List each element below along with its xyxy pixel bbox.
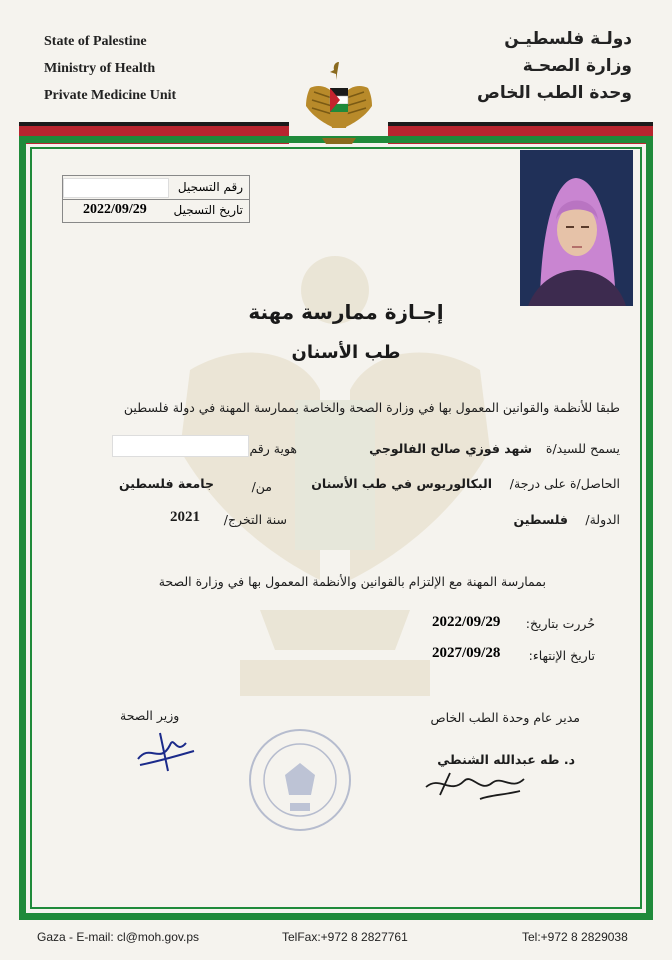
registration-date-value: 2022/09/29 xyxy=(83,202,147,217)
header-ar-line-2: وزارة الصحـة xyxy=(522,56,632,76)
commitment-text: بممارسة المهنة مع الإلتزام بالقوانين والأنظمة المعمول بها في وزارة الصحة xyxy=(158,574,546,589)
degree-label: الحاصل/ة على درجة/ xyxy=(509,476,620,491)
issued-label: حُررت بتاريخ: xyxy=(525,616,595,631)
id-label: هوية رقم xyxy=(249,441,297,456)
header-arabic xyxy=(477,26,632,107)
header-en-line-1: State of Palestine xyxy=(44,34,147,49)
registration-date-label: تاريخ التسجيل xyxy=(173,203,243,217)
country-label: الدولة/ xyxy=(585,512,620,527)
director-signature-icon xyxy=(420,765,530,805)
redacted-id-number xyxy=(112,435,249,457)
footer-tel: Tel:+972 8 2829038 xyxy=(522,930,628,944)
expiry-label: تاريخ الإنتهاء: xyxy=(528,648,595,663)
applicant-photo xyxy=(520,150,633,306)
registration-date-row xyxy=(63,199,249,222)
official-stamp-icon xyxy=(245,725,355,835)
director-title: مدير عام وحدة الطب الخاص xyxy=(430,710,580,725)
header-english xyxy=(44,28,176,109)
issued-date: 2022/09/29 xyxy=(432,614,501,630)
footer-telfax: TelFax:+972 8 2827761 xyxy=(282,930,408,944)
header-en-line-2: Ministry of Health xyxy=(44,61,156,76)
palestine-eagle-icon xyxy=(300,58,378,156)
expiry-date: 2027/09/28 xyxy=(432,645,501,661)
minister-signature-icon xyxy=(130,725,200,775)
from-label: من/ xyxy=(251,479,272,494)
applicant-name: شهد فوزي صالح الفالوجي xyxy=(369,441,532,456)
footer-email: Gaza - E-mail: cl@moh.gov.ps xyxy=(37,930,200,944)
minister-title: وزير الصحة xyxy=(120,708,180,723)
header-en-line-3: Private Medicine Unit xyxy=(44,88,177,103)
grad-year-value: 2021 xyxy=(170,509,200,525)
registration-number-row xyxy=(63,176,249,200)
country-value: فلسطين xyxy=(513,512,568,527)
allow-label: يسمح للسيد/ة xyxy=(545,441,620,456)
header-ar-line-3: وحدة الطب الخاص xyxy=(477,83,632,103)
degree-value: البكالوريوس في طب الأسنان xyxy=(311,476,492,491)
license-subtitle: طب الأسنان xyxy=(291,342,401,363)
director-name: د. طه عبدالله الشنطي xyxy=(437,752,575,767)
license-title: إجـازة ممارسة مهنة xyxy=(248,300,444,324)
grad-year-label: سنة التخرج/ xyxy=(223,512,287,527)
redacted-registration-number xyxy=(63,178,169,198)
registration-box xyxy=(62,175,250,223)
intro-text: طبقا للأنظمة والقوانين المعمول بها في وزارة الصحة والخاصة بممارسة المهنة في دولة فلسطين xyxy=(123,400,620,415)
university-value: جامعة فلسطين xyxy=(119,476,214,491)
header-ar-line-1: دولـة فلسطيـن xyxy=(504,29,632,49)
registration-number-label: رقم التسجيل xyxy=(177,180,243,194)
